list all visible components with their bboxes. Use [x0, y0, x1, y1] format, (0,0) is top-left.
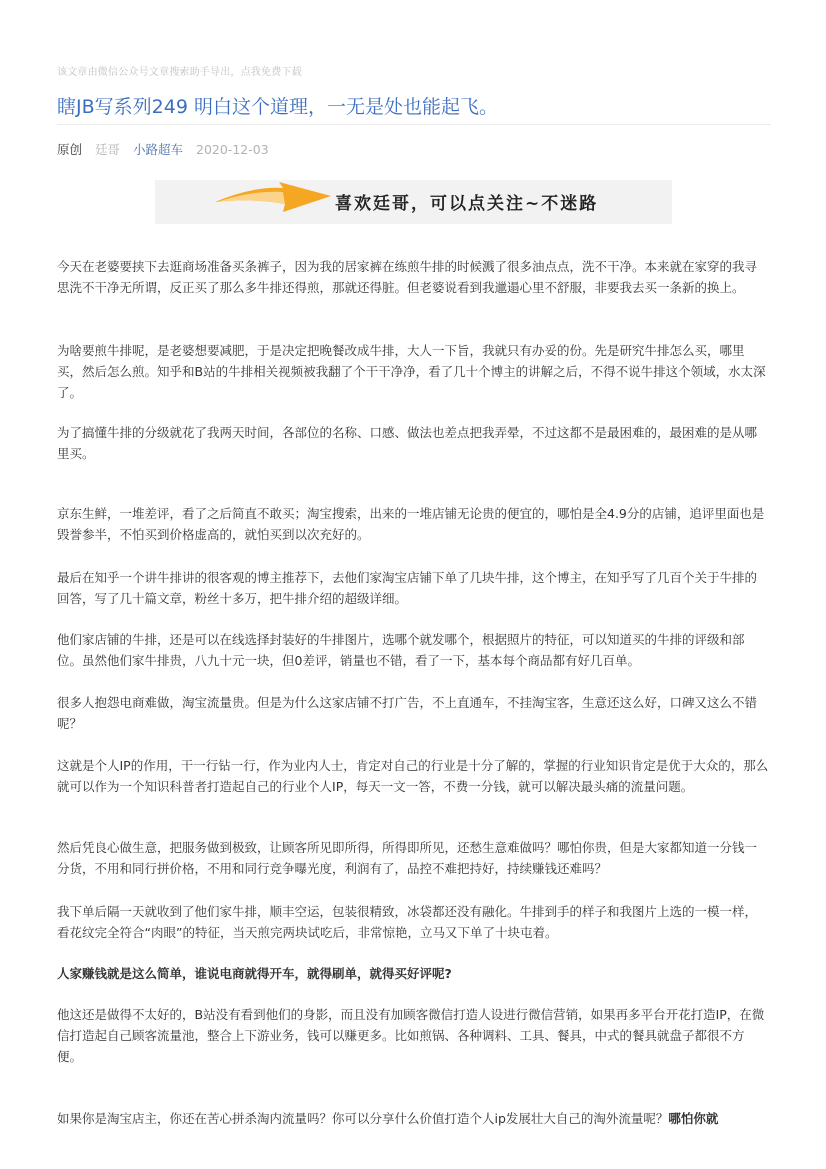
- author-name: 廷哥: [95, 142, 121, 157]
- paragraph: 他们家店铺的牛排，还是可以在线选择封装好的牛排图片，选哪个就发哪个，根据照片的特征，可以知道买的牛排的评级和部位。虽然他们家牛排贵，八九十元一块，但0差评，销量也不错，看了一下，基本每个商品都有好几百单。: [57, 632, 745, 668]
- bold-paragraph: 人家赚钱就是这么简单，谁说电商就得开车，就得刷单，就得买好评呢?: [57, 966, 452, 981]
- paragraph: 今天在老婆要挟下去逛商场准备买条裤子，因为我的居家裤在练煎牛排的时候溅了很多油点点，洗不干净。本来就在家穿的我寻思洗不干净无所谓，反正买了那么多牛排还得煎，那就还得脏。但老婆说看到我邋遢心里不舒服，非要我去买一条新的换上。: [57, 259, 758, 295]
- article-meta: [57, 140, 278, 158]
- follow-banner: [155, 180, 672, 224]
- publish-date: 2020-12-03: [196, 142, 269, 157]
- paragraph: 最后在知乎一个讲牛排讲的很客观的博主推荐下，去他们家淘宝店铺下单了几块牛排，这个博主，在知乎写了几百个关于牛排的回答，写了几十篇文章，粉丝十多万，把牛排介绍的超级详细。: [57, 570, 758, 606]
- paragraph: 我下单后隔一天就收到了他们家牛排，顺丰空运，包装很精致，冰袋都还没有融化。牛排到手的样子和我图片上选的一模一样，看花纹完全符合“肉眼”的特征，当天煎完两块试吃后，非常惊艳，立马又下单了十块屯着。: [57, 904, 758, 940]
- arrow-icon: [213, 182, 343, 222]
- paragraph: 很多人抱怨电商难做，淘宝流量贵。但是为什么这家店铺不打广告，不上直通车，不挂淘宝客，生意还这么好，口碑又这么不错呢？: [57, 695, 758, 731]
- paragraph: 京东生鲜，一堆差评，看了之后简直不敢买；淘宝搜索，出来的一堆店铺无论贵的便宜的，哪怕是全4.9分的店铺，追评里面也是毁誉参半，不怕买到价格虚高的，就怕买到以次充好的。: [57, 506, 765, 542]
- export-notice[interactable]: 该文章由微信公众号文章搜索助手导出，点我免费下载: [57, 67, 302, 78]
- paragraph-bold-text: 哪怕你就: [668, 1111, 719, 1126]
- title-divider: [57, 124, 771, 125]
- paragraph: 然后凭良心做生意，把服务做到极致，让顾客所见即所得，所得即所见，还愁生意难做吗？哪怕你贵，但是大家都知道一分钱一分货，不用和同行拼价格，不用和同行竞争曝光度，利润有了，品控不难把持好，持续赚钱还难吗？: [57, 840, 758, 876]
- follow-banner-text: 喜欢廷哥，可以点关注~不迷路: [335, 194, 599, 214]
- paragraph-text: 如果你是淘宝店主，你还在苦心拼杀淘内流量吗？你可以分享什么价值打造个人ip发展壮大自己的淘外流量呢？: [57, 1111, 669, 1126]
- article-title: 瞎JB写系列249 明白这个道理，一无是处也能起飞。: [57, 96, 498, 118]
- account-link[interactable]: 小路超车: [133, 142, 184, 157]
- paragraph: 这就是个人IP的作用，干一行钻一行，作为业内人士，肯定对自己的行业是十分了解的，掌握的行业知识肯定是优于大众的，那么就可以作为一个知识科普者打造起自己的行业个人IP，每天一文一答，不费一分钱，就可以解决最头痛的流量问题。: [57, 758, 769, 794]
- paragraph: 为了搞懂牛排的分级就花了我两天时间，各部位的名称、口感、做法也差点把我弄晕，不过这都不是最困难的，最困难的是从哪里买。: [57, 425, 758, 461]
- paragraph: 为啥要煎牛排呢，是老婆想要减肥，于是决定把晚餐改成牛排，大人一下旨，我就只有办妥的份。先是研究牛排怎么买，哪里买，然后怎么煎。知乎和B站的牛排相关视频被我翻了个干干净净，看了几十个博主的讲解之后，不得不说牛排这个领域，水太深了。: [57, 343, 766, 400]
- original-label: 原创: [57, 142, 83, 157]
- paragraph: 他这还是做得不太好的，B站没有看到他们的身影，而且没有加顾客微信打造人设进行微信营销，如果再多平台开花打造IP，在微信打造起自己顾客流量池，整合上下游业务，钱可以赚更多。比如煎锅、各种调料、工具、餐具，中式的餐具就盘子都很不方便。: [57, 1007, 765, 1064]
- paragraph-last: [57, 1108, 769, 1129]
